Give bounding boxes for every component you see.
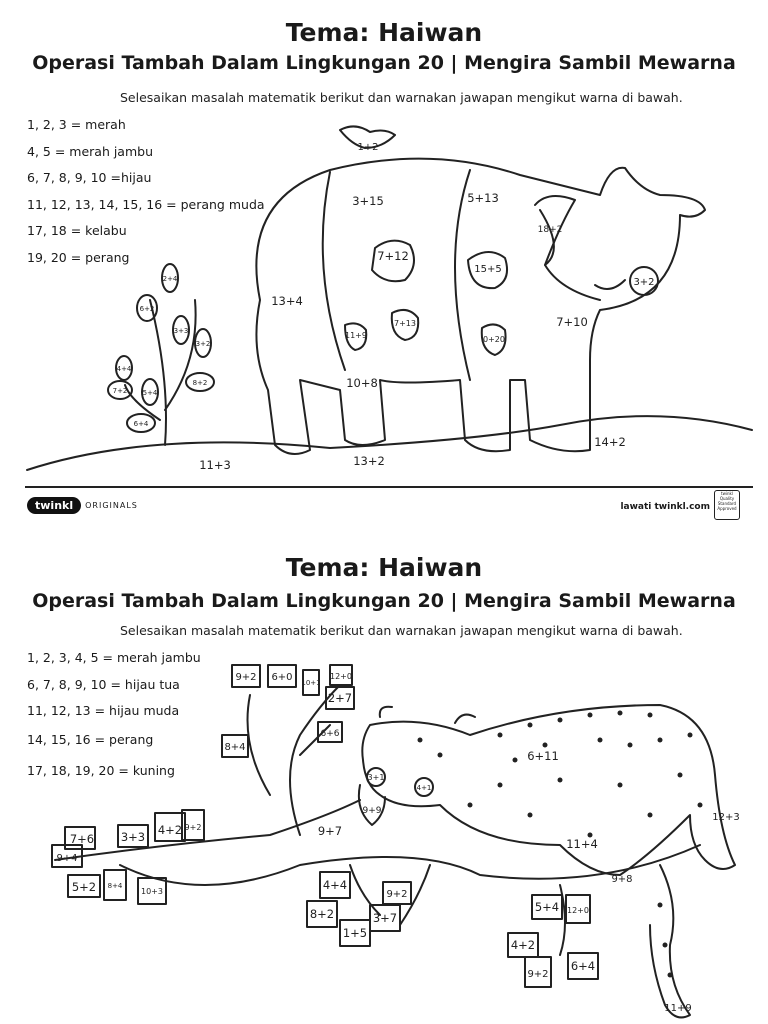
legend-item: 14, 15, 16 = perang [27,732,154,747]
sum-label: 14+2 [594,435,626,449]
sum-label: 7+12 [377,249,409,263]
sum-label: 9+2 [235,672,257,683]
legend-item: 11, 12, 13, 14, 15, 16 = perang muda [27,196,265,212]
sum-label: 1+5 [342,926,368,940]
sum-label: 3+2 [633,277,655,288]
sum-label: 6+6 [320,729,340,739]
page-title: Tema: Haiwan [285,553,483,582]
sum-label: 5+4 [534,900,560,914]
page-title: Tema: Haiwan [285,18,483,47]
sum-label: 6+0 [271,672,293,683]
sum-label: 5+2 [71,880,97,894]
sum-label: 9+8 [611,874,633,885]
legend-item: 19, 20 = perang [27,249,130,265]
sum-label: 8+2 [309,907,335,921]
rhino-mouth [595,280,625,289]
sum-label: 3+3 [120,830,146,844]
sum-label: 10+3 [141,887,163,896]
site-link[interactable]: lawati twinkl.com [620,502,710,512]
sum-label: 11+9 [345,331,367,340]
sum-label: 3+7 [372,911,398,925]
sum-label: 9+4 [56,853,78,864]
sum-label: 11+4 [566,837,598,851]
legend-item: 17, 18, 19, 20 = kuning [27,763,175,778]
sum-label: 3+3 [173,327,189,335]
sum-label: 3+2 [195,340,211,348]
sum-label: 2+4 [162,275,178,283]
sum-label: 4+1 [416,784,432,792]
sum-label: 7+6 [69,832,95,846]
leopard-tail [650,865,690,1017]
sum-label: 1+2 [357,142,379,153]
legend-item: 11, 12, 13 = hijau muda [27,703,180,718]
sum-label: 10+1 [301,679,321,687]
sum-label: 7+2 [112,387,128,395]
twinkl-logo: twinkl ORIGINALS [27,497,138,514]
leopard-ears [380,707,475,723]
page-subtitle: Operasi Tambah Dalam Lingkungan 20 | Mengira Sambil Mewarna [32,52,736,74]
sum-label: 13+4 [271,294,303,308]
instruction-text: Selesaikan masalah matematik berikut dan warnakan jawapan mengikut warna di bawah. [120,90,683,105]
sum-label: 7+13 [394,319,416,328]
footer-divider [25,486,753,488]
sum-label: 15+5 [474,264,502,275]
sum-label: 6+11 [527,749,559,763]
sum-label: 7+10 [556,315,588,329]
sum-label: 8+4 [107,882,123,890]
leopard-illustration [0,545,768,1024]
sum-label: 18+2 [537,225,563,235]
sum-label: 9+7 [317,824,343,838]
sum-label: 11+3 [199,458,231,472]
sum-label: 6+4 [133,420,149,428]
sum-label: 12+0 [567,906,589,915]
legend-item: 6, 7, 8, 9, 10 = hijau tua [27,676,180,692]
sum-label: 8+4 [224,742,246,753]
legend-item: 4, 5 = merah jambu [27,143,154,159]
sum-label: 5+4 [142,389,158,397]
sum-label: 13+2 [353,454,385,468]
sum-label: 4+4 [116,365,132,373]
sum-label: 4+2 [510,938,536,952]
sum-label: 9+2 [184,823,202,832]
legend-item: 6, 7, 8, 9, 10 =hijau [27,170,152,185]
sum-label: 3+15 [352,194,384,208]
sum-label: 3+1 [367,773,385,782]
leopard-paw [359,785,385,825]
rhino-shoulder-line [323,172,345,370]
sum-label: 9+2 [527,969,549,980]
sum-label: 6+4 [570,959,596,973]
sum-label: 11+9 [664,1003,692,1014]
legend-item: 1, 2, 3, 4, 5 = merah jambu [27,650,201,665]
sum-label: 2+7 [327,691,353,705]
sum-label: 9+2 [386,889,408,900]
legend-item: 1, 2, 3 = merah [27,117,126,132]
instruction-text: Selesaikan masalah matematik berikut dan warnakan jawapan mengikut warna di bawah. [120,623,683,638]
legend-item: 17, 18 = kelabu [27,223,127,238]
sum-label: 4+4 [322,878,348,892]
page-subtitle: Operasi Tambah Dalam Lingkungan 20 | Mengira Sambil Mewarna [32,590,736,612]
sum-label: 0+20 [483,335,505,344]
sum-label: 10+8 [346,376,378,390]
sum-label: 8+2 [192,379,208,387]
worksheet-leopard [0,545,768,1024]
sum-label: 9+9 [362,806,382,816]
sum-label: 12+3 [712,812,740,823]
sum-label: 4+2 [157,823,183,837]
sum-label: 5+13 [467,191,499,205]
sum-label: 6+2 [139,305,155,313]
sum-label: 12+0 [330,672,352,681]
quality-seal: twinkl Quality Standard Approved [714,490,740,520]
